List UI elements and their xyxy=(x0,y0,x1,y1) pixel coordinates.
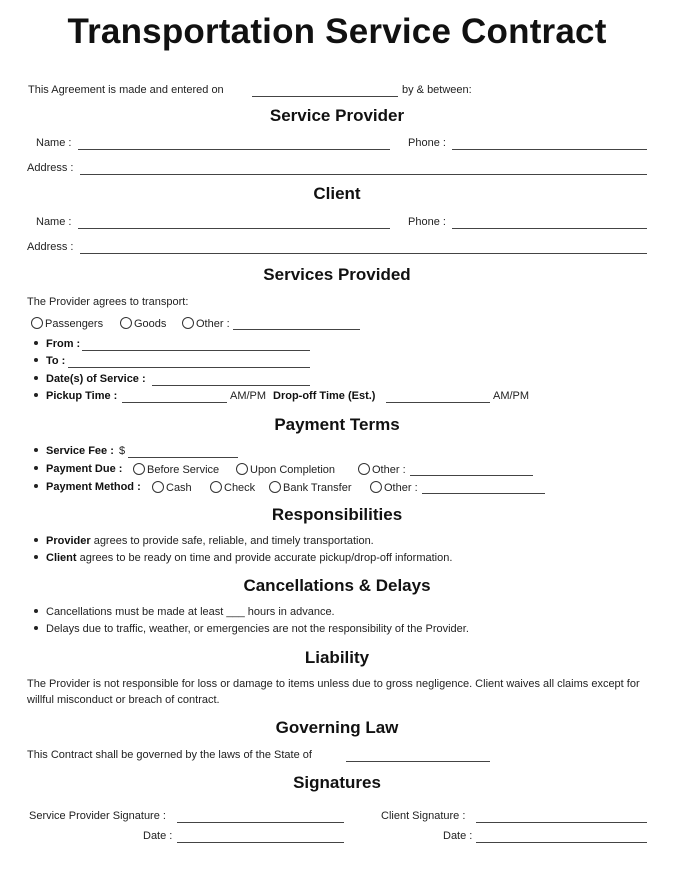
pickup-item xyxy=(34,390,117,402)
responsibility-provider xyxy=(34,535,374,547)
intro-text: This Agreement is made and entered on xyxy=(28,84,224,96)
radio-icon xyxy=(210,481,222,493)
provider-signature-field[interactable] xyxy=(177,822,344,823)
client-signature-field[interactable] xyxy=(476,822,647,823)
option-goods-label: Goods xyxy=(134,318,167,330)
responsibility-provider-text: agrees to provide safe, reliable, and timely transportation. xyxy=(90,535,374,547)
liability-text: The Provider is not responsible for loss or damage to items unless due to gross negligence. Client waives all claims except for willful misconduct or breach of contract. xyxy=(27,678,640,706)
payment-method-item xyxy=(34,481,141,493)
bullet-icon xyxy=(34,466,38,470)
radio-icon xyxy=(370,481,382,493)
bullet-icon xyxy=(34,609,38,613)
provider-address-label: Address : xyxy=(27,162,74,174)
document-title: Transportation Service Contract xyxy=(67,12,607,51)
client-name-field[interactable] xyxy=(78,228,390,229)
to-item xyxy=(34,355,65,367)
client-date-field[interactable] xyxy=(476,842,647,843)
method-other-option[interactable] xyxy=(370,481,418,494)
heading-services-provided: Services Provided xyxy=(263,265,411,284)
cancellation-text-1: Cancellations must be made at least ___ hours in advance. xyxy=(46,606,335,618)
provider-signature-label: Service Provider Signature : xyxy=(29,810,166,822)
pickup-label: Pickup Time : xyxy=(46,390,118,402)
radio-icon xyxy=(152,481,164,493)
service-fee-label: Service Fee : xyxy=(46,445,114,457)
law-state-field[interactable] xyxy=(346,761,490,762)
dropoff-time-field[interactable] xyxy=(386,402,490,403)
provider-address-field[interactable] xyxy=(80,174,647,175)
bullet-icon xyxy=(34,626,38,630)
radio-icon xyxy=(31,317,43,329)
payment-due-label: Payment Due : xyxy=(46,463,123,475)
method-check-option[interactable] xyxy=(210,481,255,494)
pickup-ampm: AM/PM xyxy=(230,390,267,402)
client-date-label: Date : xyxy=(443,830,473,842)
bullet-icon xyxy=(34,538,38,542)
bullet-icon xyxy=(34,358,38,362)
from-item xyxy=(34,338,80,350)
method-bank-option[interactable] xyxy=(269,481,351,494)
bullet-icon xyxy=(34,484,38,488)
responsibility-provider-bold: Provider xyxy=(46,535,91,547)
other-transport-field[interactable] xyxy=(233,329,360,330)
option-other-label: Other : xyxy=(196,318,230,330)
option-passengers[interactable] xyxy=(31,317,103,330)
dates-field[interactable] xyxy=(152,385,310,386)
method-other-field[interactable] xyxy=(422,493,545,494)
heading-signatures: Signatures xyxy=(293,773,381,792)
heading-liability: Liability xyxy=(304,648,370,667)
radio-icon xyxy=(269,481,281,493)
responsibility-client-bold: Client xyxy=(46,552,77,564)
pickup-time-field[interactable] xyxy=(122,402,227,403)
payment-method-label: Payment Method : xyxy=(46,481,141,493)
heading-payment-terms: Payment Terms xyxy=(274,415,400,434)
provider-date-label: Date : xyxy=(143,830,173,842)
heading-service-provider: Service Provider xyxy=(269,106,405,125)
due-before-option[interactable] xyxy=(133,463,219,476)
radio-icon xyxy=(120,317,132,329)
agreement-date-field[interactable] xyxy=(252,96,398,97)
radio-icon xyxy=(358,463,370,475)
provider-name-label: Name : xyxy=(36,137,72,149)
method-check-label: Check xyxy=(224,482,256,494)
client-signature-label: Client Signature : xyxy=(381,810,466,822)
to-field[interactable] xyxy=(68,367,310,368)
method-cash-label: Cash xyxy=(166,482,192,494)
method-bank-label: Bank Transfer xyxy=(283,482,352,494)
client-address-label: Address : xyxy=(27,241,74,253)
services-lead-text: The Provider agrees to transport: xyxy=(27,296,189,308)
due-other-field[interactable] xyxy=(410,475,533,476)
due-upon-label: Upon Completion xyxy=(250,464,335,476)
dropoff-label: Drop-off Time (Est.) xyxy=(273,390,376,402)
heading-responsibilities: Responsibilities xyxy=(271,505,403,524)
bullet-icon xyxy=(34,555,38,559)
provider-name-field[interactable] xyxy=(78,149,390,150)
radio-icon xyxy=(236,463,248,475)
client-phone-field[interactable] xyxy=(452,228,647,229)
provider-phone-field[interactable] xyxy=(452,149,647,150)
option-goods[interactable] xyxy=(120,317,166,330)
to-label: To : xyxy=(46,355,66,367)
bullet-icon xyxy=(34,341,38,345)
bullet-icon xyxy=(34,448,38,452)
dropoff-ampm: AM/PM xyxy=(493,390,530,402)
cancellation-item-2 xyxy=(34,623,469,635)
cancellation-item-1 xyxy=(34,606,335,618)
dates-label: Date(s) of Service : xyxy=(46,373,146,385)
heading-client: Client xyxy=(313,184,361,203)
client-address-field[interactable] xyxy=(80,253,647,254)
service-fee-item xyxy=(34,445,114,457)
responsibility-client xyxy=(34,552,452,564)
heading-governing-law: Governing Law xyxy=(275,718,399,737)
provider-date-field[interactable] xyxy=(177,842,344,843)
client-phone-label: Phone : xyxy=(408,216,446,228)
radio-icon xyxy=(182,317,194,329)
method-cash-option[interactable] xyxy=(152,481,192,494)
radio-icon xyxy=(133,463,145,475)
provider-phone-label: Phone : xyxy=(408,137,446,149)
currency-symbol: $ xyxy=(119,445,126,457)
option-passengers-label: Passengers xyxy=(45,318,104,330)
bullet-icon xyxy=(34,376,38,380)
due-before-label: Before Service xyxy=(147,464,220,476)
heading-cancellations: Cancellations & Delays xyxy=(243,576,431,595)
due-other-label: Other : xyxy=(372,464,406,476)
law-text: This Contract shall be governed by the laws of the State of xyxy=(27,749,312,761)
cancellation-text-2: Delays due to traffic, weather, or emergencies are not the responsibility of the Provider. xyxy=(46,623,469,635)
option-other[interactable] xyxy=(182,317,230,330)
due-other-option[interactable] xyxy=(358,463,406,476)
payment-due-item xyxy=(34,463,122,475)
from-label: From : xyxy=(46,338,81,350)
service-fee-field[interactable] xyxy=(128,457,238,458)
bullet-icon xyxy=(34,393,38,397)
method-other-label: Other : xyxy=(384,482,418,494)
due-upon-option[interactable] xyxy=(236,463,335,476)
responsibility-client-text: agrees to be ready on time and provide accurate pickup/drop-off information. xyxy=(76,552,453,564)
client-name-label: Name : xyxy=(36,216,72,228)
from-field[interactable] xyxy=(82,350,310,351)
intro-text-after: by & between: xyxy=(402,84,472,96)
dates-item xyxy=(34,373,146,385)
